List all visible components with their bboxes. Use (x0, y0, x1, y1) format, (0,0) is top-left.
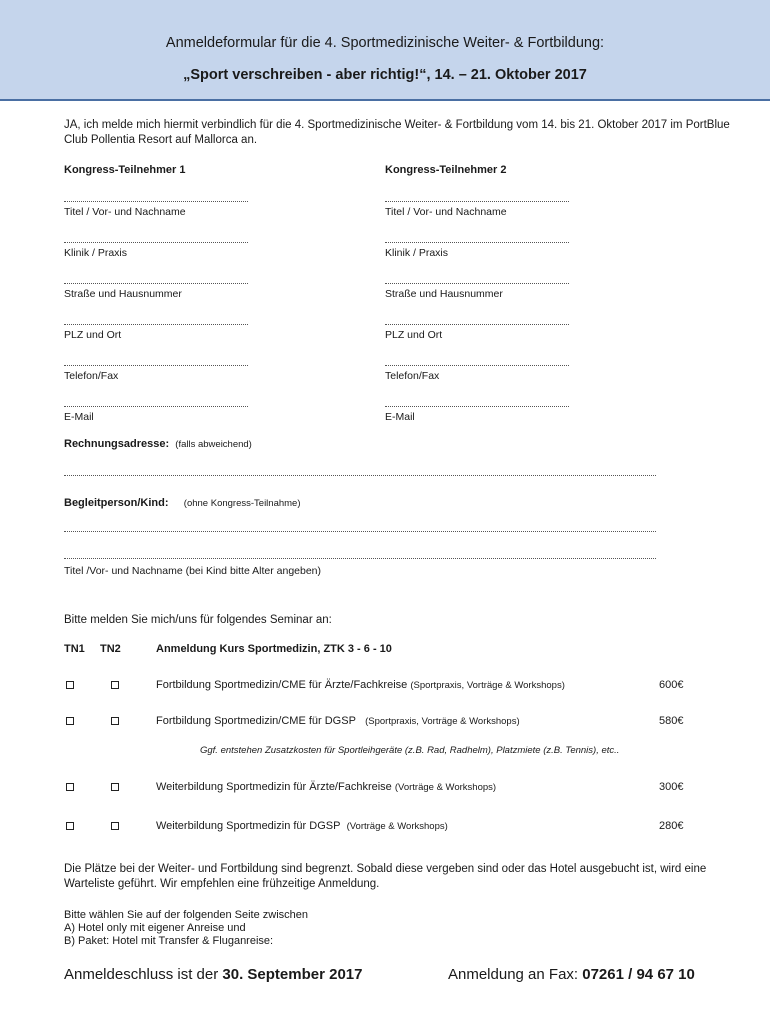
tn2-name-line[interactable] (385, 201, 569, 202)
option-3-label (156, 781, 496, 793)
tn1-zip-label: PLZ und Ort (64, 329, 122, 341)
tn2-email-label: E-Mail (385, 411, 415, 423)
companion-field-label: Titel /Vor- und Nachname (bei Kind bitte Alter angeben) (64, 565, 322, 577)
package-choice-text (64, 909, 744, 948)
tn2-zip-label: PLZ und Ort (385, 329, 443, 341)
option-4-label (156, 820, 448, 832)
tn2-email-line[interactable] (385, 406, 569, 407)
extra-costs-note: Ggf. entstehen Zusatzkosten für Sportleihgeräte (z.B. Rad, Radhelm), Platzmiete (z.B. Tennis), etc.. (200, 745, 620, 756)
option-2-tn2-checkbox[interactable] (111, 717, 119, 725)
option-4-tn2-checkbox[interactable] (111, 822, 119, 830)
option-3-tn1-checkbox[interactable] (66, 783, 74, 791)
tn1-name-label: Titel / Vor- und Nachname (64, 206, 186, 218)
tn1-street-label: Straße und Hausnummer (64, 288, 182, 300)
tn1-email-label: E-Mail (64, 411, 94, 423)
deadline-text (64, 966, 363, 983)
tn1-phone-line[interactable] (64, 365, 248, 366)
tn2-street-label: Straße und Hausnummer (385, 288, 503, 300)
intro-text: JA, ich melde mich hiermit verbindlich für die 4. Sportmedizinische Weiter- & Fortbildung vom 14. bis 21. Oktober 2017 im PortBlue Club Pollentia Resort auf Mallorca an. (64, 119, 730, 146)
tn2-street-line[interactable] (385, 283, 569, 284)
billing-label: Rechnungsadresse: (64, 438, 170, 450)
option-4-tn1-checkbox[interactable] (66, 822, 74, 830)
companion-label: Begleitperson/Kind: (64, 497, 169, 509)
header-subtitle: „Sport verschreiben - aber richtig!“, 14. – 21. Oktober 2017 (183, 67, 587, 83)
header-title: Anmeldeformular für die 4. Sportmedizinische Weiter- & Fortbildung: (165, 35, 605, 51)
companion-line-1[interactable] (64, 531, 656, 532)
tn2-zip-line[interactable] (385, 324, 569, 325)
form-header (0, 0, 770, 101)
fax-number: 07261 / 94 67 10 (582, 966, 695, 983)
col-tn2-header: TN2 (100, 643, 121, 655)
tn2-phone-label: Telefon/Fax (385, 370, 440, 382)
tn2-name-label: Titel / Vor- und Nachname (385, 206, 507, 218)
seminar-intro: Bitte melden Sie mich/uns für folgendes Seminar an: (64, 614, 332, 626)
package-choice-line-3: B) Paket: Hotel mit Transfer & Fluganreise: (64, 935, 274, 947)
tn2-clinic-label: Klinik / Praxis (385, 247, 449, 259)
option-3-detail: (Vorträge & Workshops) (394, 782, 497, 793)
package-choice-line-1: Bitte wählen Sie auf der folgenden Seite zwischen (64, 909, 308, 921)
option-1-detail: (Sportpraxis, Vorträge & Workshops) (410, 680, 565, 691)
option-3-tn2-checkbox[interactable] (111, 783, 119, 791)
tn1-clinic-line[interactable] (64, 242, 248, 243)
option-1-label (156, 679, 565, 691)
option-4-price: 280€ (659, 820, 684, 832)
fax-text (448, 966, 695, 983)
billing-heading (64, 438, 252, 450)
option-2-tn1-checkbox[interactable] (66, 717, 74, 725)
tn1-clinic-label: Klinik / Praxis (64, 247, 128, 259)
option-2-detail: (Sportpraxis, Vorträge & Workshops) (365, 716, 520, 727)
companion-heading (64, 497, 301, 509)
fax-prefix: Anmeldung an Fax: (448, 966, 579, 983)
option-3-title: Weiterbildung Sportmedizin für Ärzte/Fachkreise (156, 781, 392, 793)
billing-address-line[interactable] (64, 475, 656, 476)
package-choice-line-2: A) Hotel only mit eigener Anreise und (64, 922, 246, 934)
option-1-tn2-checkbox[interactable] (111, 681, 119, 689)
tn1-zip-line[interactable] (64, 324, 248, 325)
tn1-phone-label: Telefon/Fax (64, 370, 119, 382)
option-4-detail: (Vorträge & Workshops) (346, 821, 448, 832)
col-tn1-header: TN1 (64, 643, 85, 655)
option-1-price: 600€ (659, 679, 684, 691)
tn2-heading: Kongress-Teilnehmer 2 (385, 164, 507, 176)
deadline-date: 30. September 2017 (222, 966, 363, 983)
tn1-street-line[interactable] (64, 283, 248, 284)
billing-note: (falls abweichend) (175, 439, 252, 450)
tn2-clinic-line[interactable] (385, 242, 569, 243)
limited-places-text: Die Plätze bei der Weiter- und Fortbildung sind begrenzt. Sobald diese vergeben sind oder das Hotel ausgebucht ist, wird eine Warteliste geführt. Wir empfehlen eine frühzeitige Anmeldung. (64, 863, 707, 890)
option-1-title: Fortbildung Sportmedizin/CME für Ärzte/Fachkreise (156, 679, 408, 691)
deadline-prefix: Anmeldeschluss ist der (64, 966, 219, 983)
tn1-heading: Kongress-Teilnehmer 1 (64, 164, 186, 176)
option-2-title: Fortbildung Sportmedizin/CME für DGSP (156, 715, 356, 727)
tn1-name-line[interactable] (64, 201, 248, 202)
tn2-phone-line[interactable] (385, 365, 569, 366)
tn1-email-line[interactable] (64, 406, 248, 407)
course-heading: Anmeldung Kurs Sportmedizin, ZTK 3 - 6 - 10 (156, 643, 392, 655)
option-2-label (156, 715, 520, 727)
option-2-price: 580€ (659, 715, 684, 727)
companion-line-2[interactable] (64, 558, 656, 559)
option-1-tn1-checkbox[interactable] (66, 681, 74, 689)
option-4-title: Weiterbildung Sportmedizin für DGSP (156, 820, 341, 832)
companion-note: (ohne Kongress-Teilnahme) (183, 498, 301, 509)
option-3-price: 300€ (659, 781, 684, 793)
